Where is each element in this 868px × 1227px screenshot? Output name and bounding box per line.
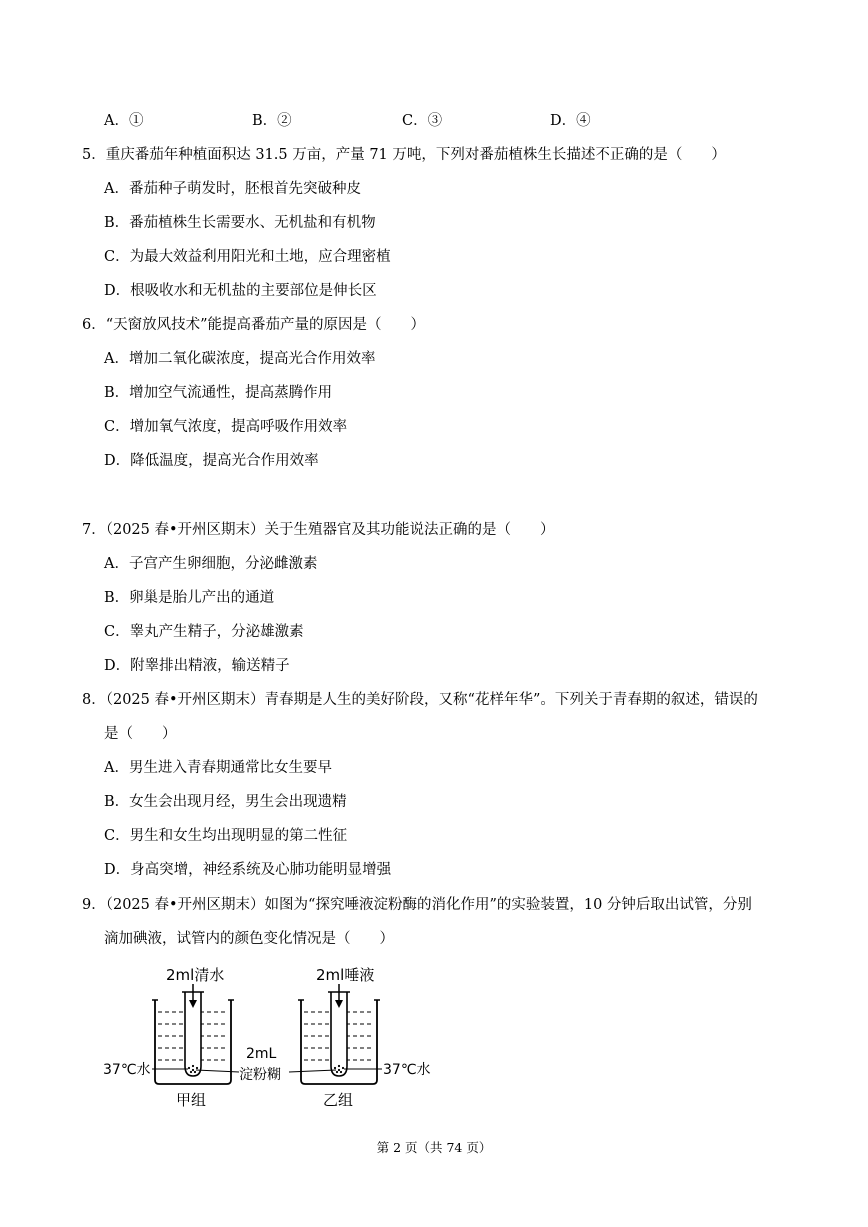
q7-option-a: A．子宫产生卵细胞，分泌雌激素: [104, 556, 318, 572]
q4-option-a: A．①: [104, 113, 144, 129]
q5-option-c: C．为最大效益利用阳光和土地，应合理密植: [104, 249, 391, 265]
center-label-starch: 淀粉糊: [239, 1067, 281, 1083]
q8-option-d: D．身高突增，神经系统及心肺功能明显增强: [104, 862, 392, 878]
left-group-label: 甲组: [176, 1091, 207, 1109]
q4-option-b: B．②: [252, 113, 292, 129]
q6-option-b: B．增加空气流通性，提高蒸腾作用: [104, 385, 333, 401]
q8-stem-line1: 8．（2025 春•开州区期末）青春期是人生的美好阶段，又称“花样年华”。下列关于青春期的叙述，错误的: [82, 692, 758, 708]
q7-option-b: B．卵巢是胎儿产出的通道: [104, 590, 275, 606]
q5-option-a: A．番茄种子萌发时，胚根首先突破种皮: [104, 181, 361, 197]
q7-stem: 7．（2025 春•开州区期末）关于生殖器官及其功能说法正确的是（ ）: [82, 522, 555, 538]
q8-option-b: B．女生会出现月经，男生会出现遗精: [104, 794, 347, 810]
q6-stem: 6．“天窗放风技术”能提高番茄产量的原因是（ ）: [82, 317, 426, 333]
q6-option-a: A．增加二氧化碳浓度，提高光合作用效率: [104, 351, 376, 367]
center-label-volume: 2mL: [246, 1046, 277, 1062]
q5-stem: 5．重庆番茄年种植面积达 31.5 万亩，产量 71 万吨，下列对番茄植株生长描述不正确的是（ ）: [82, 147, 726, 163]
q7-option-c: C．睾丸产生精子，分泌雄激素: [104, 624, 304, 640]
center-leader-right: [289, 1070, 336, 1072]
q5-option-b: B．番茄植株生长需要水、无机盐和有机物: [104, 215, 376, 231]
q6-option-c: C．增加氧气浓度，提高呼吸作用效率: [104, 419, 348, 435]
center-leader-left: [196, 1070, 239, 1072]
left-tube-label: 2ml清水: [166, 966, 225, 984]
right-water-label: 37℃水: [383, 1062, 431, 1078]
q4-option-d: D．④: [550, 113, 591, 129]
q5-option-d: D．根吸收水和无机盐的主要部位是伸长区: [104, 283, 377, 299]
page-footer: 第 2 页（共 74 页）: [376, 1140, 492, 1155]
experiment-figure: [100, 962, 440, 1112]
q8-option-a: A．男生进入青春期通常比女生要早: [104, 760, 332, 776]
q9-stem-line2: 滴加碘液，试管内的颜色变化情况是（ ）: [104, 931, 394, 947]
q8-option-c: C．男生和女生均出现明显的第二性征: [104, 828, 348, 844]
q6-option-d: D．降低温度，提高光合作用效率: [104, 453, 319, 469]
right-tube-label: 2ml唾液: [316, 966, 375, 984]
right-group-label: 乙组: [323, 1091, 354, 1109]
q8-stem-line2: 是（ ）: [104, 726, 177, 742]
left-water-label: 37℃水: [103, 1062, 151, 1078]
q9-stem-line1: 9．（2025 春•开州区期末）如图为“探究唾液淀粉酶的消化作用”的实验装置，10 分钟后取出试管，分别: [82, 897, 752, 913]
q7-option-d: D．附睾排出精液，输送精子: [104, 658, 290, 674]
q4-option-c: C．③: [402, 113, 443, 129]
